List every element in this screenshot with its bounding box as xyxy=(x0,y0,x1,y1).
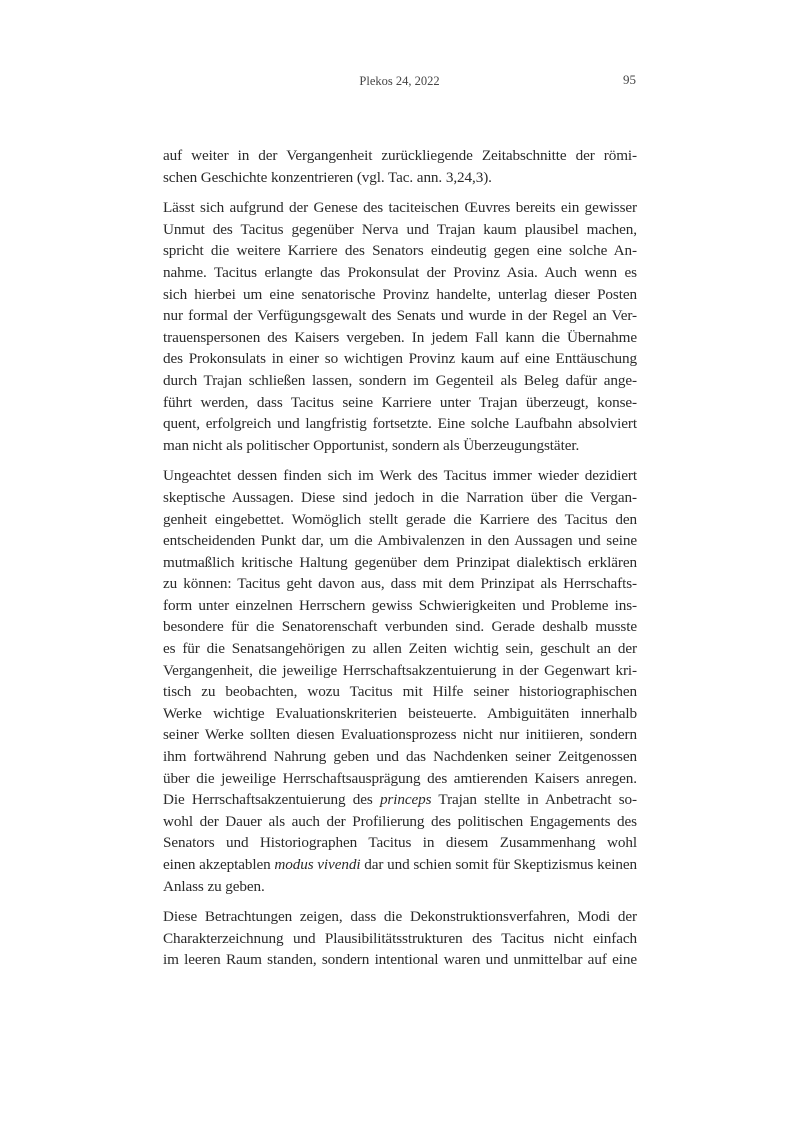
page-number: 95 xyxy=(623,72,636,87)
running-header: Plekos 24, 2022 xyxy=(359,74,440,88)
text-line: entscheidenden Punkt dar, um die Ambivalenzen in den Aussagen und seine xyxy=(163,532,637,550)
text-line: nur formal der Verfügungsgewalt des Senats und wurde in der Regel an Ver- xyxy=(163,307,637,325)
italic-term: princeps xyxy=(379,791,432,809)
text-line: auf weiter in der Vergangenheit zurückliegende Zeitabschnitte der römi- xyxy=(163,147,637,164)
text-line: durch Trajan schließen lassen, sondern im Gegenteil als Beleg dafür ange- xyxy=(163,371,637,389)
text-line: trauenspersonen des Kaisers vergeben. In jedem Fall kann die Übernahme xyxy=(163,328,637,346)
text-line: Diese Betrachtungen zeigen, dass die Dekonstruktionsverfahren, Modi der xyxy=(163,908,637,926)
text-line: führt werden, dass Tacitus seine Karriere unter Trajan überzeugt, konse- xyxy=(163,393,637,411)
text-line: zu können: Tacitus geht davon aus, dass mit dem Prinzipat als Herrschafts- xyxy=(163,575,637,593)
paragraph xyxy=(163,197,637,456)
text-line: einen akzeptablen modus vivendi dar und schien somit für Skeptizismus keinen xyxy=(163,856,637,873)
text-line: es für die Senatsangehörigen zu allen Zeiten wichtig sein, geschult an der xyxy=(163,640,637,658)
text-line: sich hierbei um eine senatorische Provinz handelte, unterlag dieser Posten xyxy=(163,285,637,303)
paragraph xyxy=(163,145,637,188)
text-line: Die Herrschaftsakzentuierung des princeps Trajan stellte in Anbetracht so- xyxy=(163,791,637,809)
text-line: ihm fortwährend Nahrung geben und das Nachdenken seiner Zeitgenossen xyxy=(163,748,637,766)
text-line: form unter einzelnen Herrschern gewiss Schwierigkeiten und Probleme ins- xyxy=(163,596,637,614)
text-line: über die jeweilige Herrschaftsausprägung des amtierenden Kaisers anregen. xyxy=(163,769,637,787)
text-line: Lässt sich aufgrund der Genese des taciteischen Œuvres bereits ein gewisser xyxy=(163,199,637,217)
text-line: besondere für die Senatorenschaft verbunden sind. Gerade deshalb musste xyxy=(163,618,637,636)
text-line: des Prokonsulats in einer so wichtigen Provinz kaum auf eine Enttäuschung xyxy=(163,350,637,368)
body-text xyxy=(163,145,637,980)
text-line: Vergangenheit, die jeweilige Herrschaftsakzentuierung in der Gegenwart kri- xyxy=(163,661,637,679)
text-line: Anlass zu geben. xyxy=(163,877,265,895)
text-line: seiner Werke sollten diesen Evaluationsprozess nicht nur initiieren, sondern xyxy=(163,726,637,744)
text-line: Werke wichtige Evaluationskriterien beisteuerte. Ambiguitäten innerhalb xyxy=(163,704,637,722)
text-line: schen Geschichte konzentrieren (vgl. Tac. ann. 3,24,3). xyxy=(163,168,492,186)
text-line: spricht die weitere Karriere des Senators eindeutig gegen eine solche An- xyxy=(163,242,637,260)
paragraph xyxy=(163,465,637,897)
text-line: mutmaßlich kritische Haltung gegenüber dem Prinzipat dialektisch erklären xyxy=(163,553,637,571)
text-line: genheit eingebettet. Womöglich stellt gerade die Karriere des Tacitus den xyxy=(163,510,637,528)
italic-term: modus vivendi xyxy=(274,856,361,873)
text-line: man nicht als politischer Opportunist, sondern als Überzeugungstäter. xyxy=(163,436,580,454)
text-line: tisch zu beobachten, wozu Tacitus mit Hilfe seiner historiographischen xyxy=(163,683,637,701)
text-line: skeptische Aussagen. Diese sind jedoch in die Narration über die Vergan- xyxy=(163,488,637,506)
text-line: wohl der Dauer als auch der Profilierung des politischen Engagements des xyxy=(163,812,637,830)
paragraph xyxy=(163,906,637,971)
text-line: Senators und Historiographen Tacitus in diesem Zusammenhang wohl xyxy=(163,834,637,852)
text-line: Unmut des Tacitus gegenüber Nerva und Trajan kaum plausibel machen, xyxy=(163,220,637,238)
text-line: nahme. Tacitus erlangte das Prokonsulat der Provinz Asia. Auch wenn es xyxy=(163,263,637,281)
text-line: Ungeachtet dessen finden sich im Werk des Tacitus immer wieder dezidiert xyxy=(163,467,637,485)
text-line: Charakterzeichnung und Plausibilitätsstrukturen des Tacitus nicht einfach xyxy=(163,929,637,947)
text-line: quent, erfolgreich und langfristig fortsetzte. Eine solche Laufbahn absolviert xyxy=(163,415,637,433)
text-line: im leeren Raum standen, sondern intentional waren und unmittelbar auf eine xyxy=(163,951,637,969)
